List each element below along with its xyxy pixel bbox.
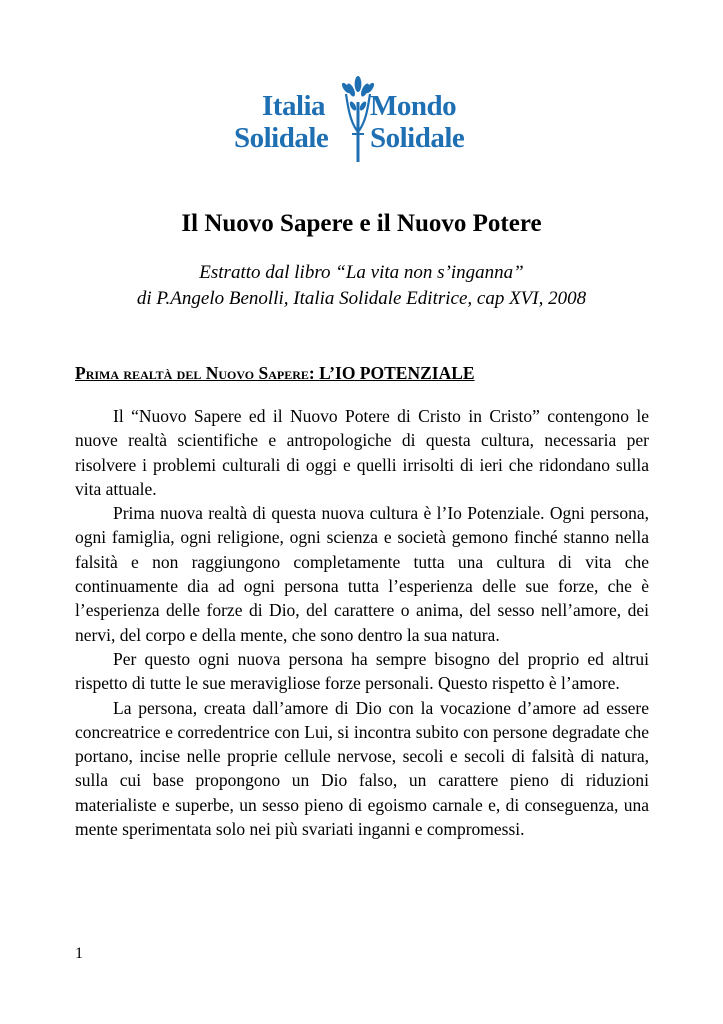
subtitle-line-2: di P.Angelo Benolli, Italia Solidale Editrice, cap XVI, 2008: [136, 288, 587, 309]
logo-word-mondo: Mondo: [370, 90, 457, 122]
document-title: Il Nuovo Sapere e il Nuovo Potere: [181, 210, 542, 237]
page-number: 1: [75, 945, 83, 962]
section-heading-part-1: Prima realtà del Nuovo Sapere:: [75, 363, 320, 383]
paragraph: Per questo ogni nuova persona ha sempre bisogno del proprio ed altrui rispetto di tutte le sue meravigliose forze personali. Questo rispetto è l’amore.: [75, 648, 649, 694]
logo-word-solidale-right: Solidale: [370, 122, 465, 154]
section-heading-part-2: L’IO POTENZIALE: [319, 363, 475, 383]
paragraph: Il “Nuovo Sapere ed il Nuovo Potere di Cristo in Cristo” contengono le nuove realtà scientifiche e antropologiche di questa cultura, necessaria per risolvere i problemi culturali di oggi e quelli irrisolti di ieri che ridondano sulla vita attuale.: [75, 406, 649, 499]
section-heading: [75, 362, 475, 384]
body-text: [75, 404, 649, 841]
logo: [234, 72, 490, 164]
paragraph: La persona, creata dall’amore di Dio con la vocazione d’amore ad essere concreatrice e corredentrice con Lui, si incontra subito con persone degradate che portano, incise nelle proprie cellule nervose, secoli e secoli di falsità di natura, sulla cui base propongono un Dio falso, un carattere pieno di riduzioni materialiste e superbe, un sesso pieno di egoismo carnale e, di conseguenza, una mente sperimentata solo nei più svariati inganni e compromessi.: [75, 697, 649, 840]
subtitle-line-1: Estratto dal libro “La vita non s’inganna”: [199, 262, 524, 283]
logo-word-italia: Italia: [262, 90, 326, 122]
logo-word-solidale-left: Solidale: [234, 122, 329, 154]
paragraph: Prima nuova realtà di questa nuova cultura è l’Io Potenziale. Ogni persona, ogni famiglia, ogni religione, ogni scienza e società gemono finché stanno nella falsità e non raggiungono completamente tutta una cultura di vita che continuamente dia ad ogni persona tutta l’esperienza delle sue forze, che è l’esperienza delle forze di Dio, del carattere o anima, del sesso nell’amore, dei nervi, del corpo e della mente, che sono dentro la sua natura.: [75, 503, 649, 645]
